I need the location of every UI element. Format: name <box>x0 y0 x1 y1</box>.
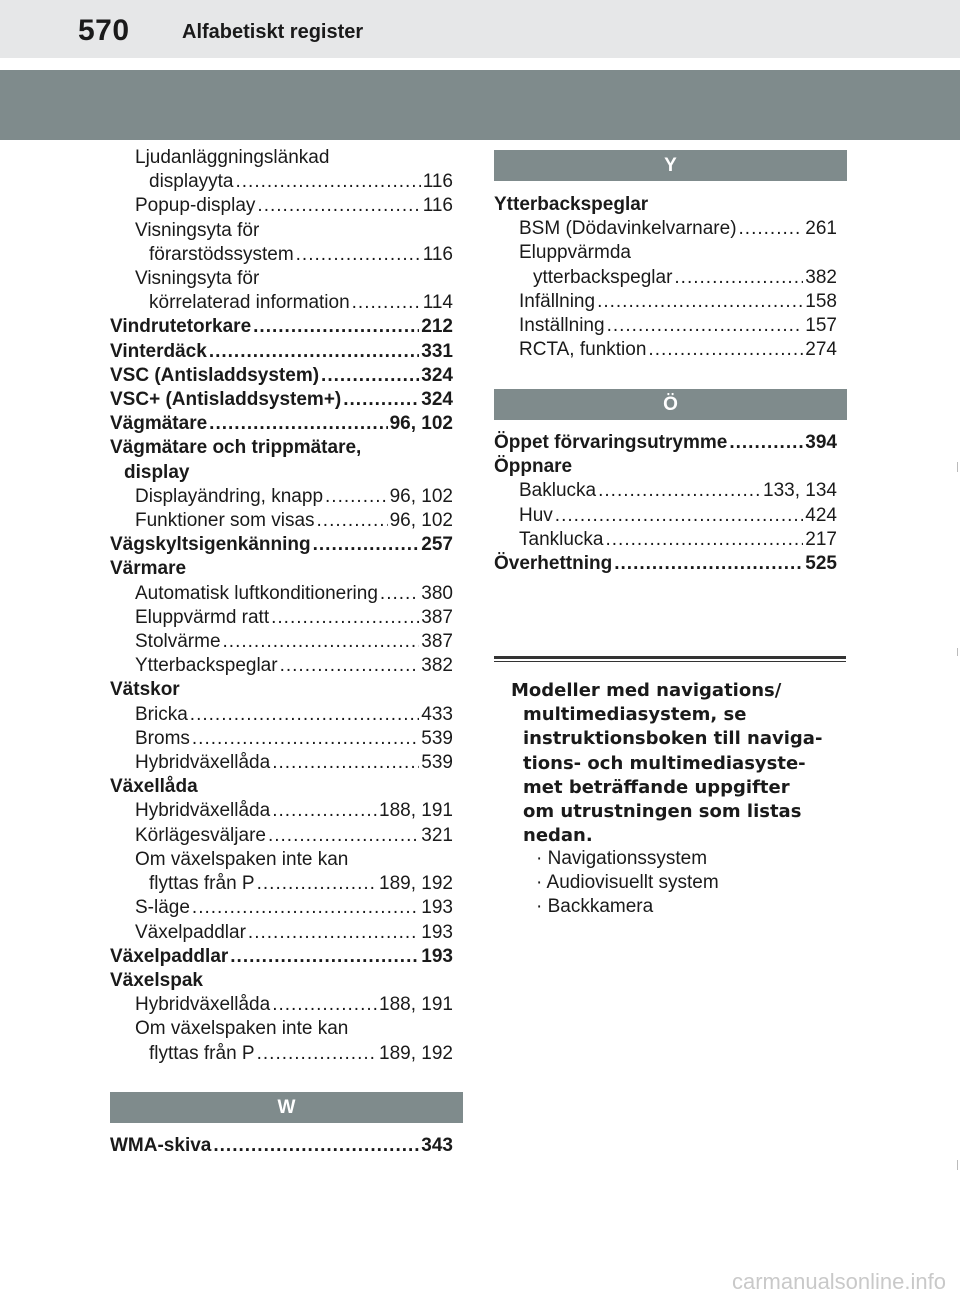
index-entry <box>110 388 453 412</box>
entry-term: Tanklucka <box>519 528 604 550</box>
index-entry <box>494 455 837 479</box>
dot-leader <box>674 266 803 290</box>
note-divider-thin <box>494 661 846 662</box>
entry-page-ref: 193 <box>421 897 453 919</box>
dot-leader <box>380 582 419 606</box>
index-entry <box>110 1134 453 1158</box>
note-divider-thick <box>494 656 846 659</box>
dot-leader <box>739 217 804 241</box>
entry-term: ytterbackspeglar <box>533 266 673 288</box>
entry-term: Överhettning <box>494 553 613 575</box>
note-line: multimediasystem, se <box>523 704 747 726</box>
index-entry <box>110 630 453 654</box>
index-entry <box>110 243 453 267</box>
dot-leader <box>296 243 421 267</box>
entry-term: Om växelspaken inte kan <box>135 1018 349 1040</box>
entry-page-ref: 387 <box>421 606 453 628</box>
entry-page-ref: 324 <box>421 389 453 411</box>
dot-leader <box>597 290 803 314</box>
index-entry <box>110 340 453 364</box>
letter-heading-oe: Ö <box>494 389 847 420</box>
entry-page-ref: 212 <box>421 316 453 338</box>
dot-leader <box>257 872 377 896</box>
entry-page-ref: 188, 191 <box>379 800 453 822</box>
index-entry <box>110 170 453 194</box>
index-section-y <box>494 193 837 362</box>
dot-leader <box>325 485 388 509</box>
entry-term: Automatisk luftkonditionering <box>135 582 378 604</box>
entry-term: Eluppvärmda <box>519 242 631 264</box>
index-entry <box>110 364 453 388</box>
entry-term: flyttas från P <box>149 1042 255 1064</box>
entry-page-ref: 96, 102 <box>389 510 453 532</box>
dot-leader <box>209 340 419 364</box>
letter-heading-w: W <box>110 1092 463 1123</box>
index-entry <box>110 775 453 799</box>
index-entry <box>110 485 453 509</box>
dot-leader <box>257 1042 377 1066</box>
index-entry <box>110 194 453 218</box>
navigation-note <box>511 679 846 848</box>
index-entry <box>110 461 453 485</box>
entry-page-ref: 525 <box>805 553 837 575</box>
entry-page-ref: 424 <box>805 504 837 526</box>
edge-mark <box>957 1160 958 1170</box>
entry-page-ref: 324 <box>421 364 453 386</box>
entry-page-ref: 157 <box>805 315 837 337</box>
edge-mark <box>957 462 958 472</box>
note-item-list <box>536 847 719 920</box>
entry-term: Ytterbackspeglar <box>135 655 278 677</box>
index-entry <box>110 412 453 436</box>
entry-page-ref: 387 <box>421 631 453 653</box>
dot-leader <box>268 824 419 848</box>
index-entry <box>110 1042 453 1066</box>
entry-term: Displayändring, knapp <box>135 485 324 507</box>
entry-term: displayyta <box>149 171 234 193</box>
index-entry <box>110 146 453 170</box>
index-entry <box>110 824 453 848</box>
index-section-w <box>110 1134 453 1158</box>
entry-term: Broms <box>135 727 190 749</box>
index-entry <box>494 431 837 455</box>
dot-leader <box>272 751 419 775</box>
index-entry <box>110 654 453 678</box>
entry-term: Vindrutetorkare <box>110 316 252 338</box>
entry-term: Vägskyltsigenkänning <box>110 534 311 556</box>
index-entry <box>110 848 453 872</box>
entry-term: Växelspak <box>110 969 203 991</box>
entry-page-ref: 380 <box>421 582 453 604</box>
entry-term: Funktioner som visas <box>135 510 315 532</box>
index-entry <box>494 217 837 241</box>
dot-leader <box>313 533 420 557</box>
dot-leader <box>280 654 420 678</box>
entry-term: Öppet förvaringsutrymme <box>494 432 728 453</box>
entry-term: Eluppvärmd ratt <box>135 606 270 628</box>
index-entry <box>110 678 453 702</box>
entry-page-ref: 331 <box>421 340 453 362</box>
entry-term: Vägmätare <box>110 413 208 435</box>
entry-term: Baklucka <box>519 480 597 502</box>
entry-page-ref: 539 <box>421 752 453 774</box>
index-entry <box>494 528 837 552</box>
index-entry <box>110 751 453 775</box>
dot-leader <box>223 630 420 654</box>
entry-term: Ytterbackspeglar <box>494 194 649 215</box>
note-line: instruktionsboken till naviga- <box>523 728 823 750</box>
dot-leader <box>272 799 377 823</box>
entry-term: WMA-skiva <box>110 1135 212 1156</box>
entry-term: Ljudanläggningslänkad <box>135 147 330 168</box>
dot-leader <box>321 364 419 388</box>
index-entry <box>494 552 837 576</box>
index-entry <box>110 219 453 243</box>
entry-term: Vinterdäck <box>110 340 207 362</box>
entry-page-ref: 261 <box>805 218 837 240</box>
entry-term: Popup-display <box>135 195 256 217</box>
entry-term: Växelpaddlar <box>110 945 229 967</box>
entry-page-ref: 382 <box>805 266 837 288</box>
entry-term: Vägmätare och trippmätare, <box>110 437 362 459</box>
dot-leader <box>236 170 421 194</box>
entry-term: Körlägesväljare <box>135 824 266 846</box>
entry-term: Vätskor <box>110 679 180 701</box>
entry-term: Växellåda <box>110 776 198 798</box>
dot-leader <box>607 314 804 338</box>
entry-term: Bricka <box>135 703 188 725</box>
entry-page-ref: 189, 192 <box>379 873 453 895</box>
entry-page-ref: 116 <box>422 171 453 193</box>
dot-leader <box>192 896 419 920</box>
entry-page-ref: 133, 134 <box>763 480 837 502</box>
index-entry <box>494 193 837 217</box>
note-line: tions- och multimediasyste- <box>523 752 806 774</box>
note-line: met beträffande uppgifter <box>523 776 790 798</box>
entry-term: körrelaterad information <box>149 292 350 314</box>
dot-leader <box>606 528 804 552</box>
index-entry <box>110 993 453 1017</box>
index-entry <box>110 557 453 581</box>
entry-term: Visningsyta för <box>135 268 260 290</box>
note-line: nedan. <box>523 825 593 847</box>
entry-term: display <box>124 461 190 483</box>
section-title: Alfabetiskt register <box>182 21 364 43</box>
entry-page-ref: 188, 191 <box>379 994 453 1016</box>
index-entry <box>494 241 837 265</box>
entry-term: VSC+ (Antisladdsystem+) <box>110 389 342 411</box>
entry-page-ref: 433 <box>421 703 453 725</box>
entry-page-ref: 189, 192 <box>379 1042 453 1064</box>
index-entry <box>110 799 453 823</box>
index-entry <box>110 872 453 896</box>
entry-term: flyttas från P <box>149 873 255 895</box>
entry-page-ref: 257 <box>421 534 453 556</box>
page-header <box>0 0 960 58</box>
entry-term: Växelpaddlar <box>135 921 246 943</box>
dot-leader <box>271 606 419 630</box>
entry-page-ref: 116 <box>422 243 453 265</box>
entry-page-ref: 158 <box>805 290 837 312</box>
index-entry <box>110 267 453 291</box>
entry-term: Hybridväxellåda <box>135 752 271 774</box>
dot-leader <box>230 945 419 969</box>
index-entry <box>110 703 453 727</box>
entry-term: Om växelspaken inte kan <box>135 848 349 870</box>
entry-page-ref: 539 <box>421 727 453 749</box>
index-entry <box>110 921 453 945</box>
index-entry <box>110 582 453 606</box>
dot-leader <box>253 315 419 339</box>
entry-term: Infällning <box>519 290 596 312</box>
entry-term: BSM (Dödavinkelvarnare) <box>519 218 737 240</box>
dot-leader <box>729 431 803 455</box>
index-entry <box>110 533 453 557</box>
entry-term: Visningsyta för <box>135 219 260 241</box>
index-entry <box>494 314 837 338</box>
dot-leader <box>555 504 804 528</box>
entry-page-ref: 96, 102 <box>389 413 453 435</box>
entry-term: Hybridväxellåda <box>135 800 271 822</box>
dot-leader <box>209 412 387 436</box>
entry-page-ref: 382 <box>421 655 453 677</box>
entry-page-ref: 116 <box>422 195 453 217</box>
header-banner <box>0 70 960 140</box>
letter-heading-y: Y <box>494 150 847 181</box>
entry-page-ref: 321 <box>421 824 453 846</box>
index-entry <box>494 290 837 314</box>
index-entry <box>494 479 837 503</box>
dot-leader <box>248 921 419 945</box>
entry-page-ref: 193 <box>421 921 453 943</box>
entry-term: Värmare <box>110 558 187 580</box>
entry-term: förarstödssystem <box>149 243 294 265</box>
dot-leader <box>648 338 803 362</box>
index-section-oe <box>494 431 837 576</box>
index-column-left <box>110 146 453 1066</box>
index-entry <box>494 266 837 290</box>
entry-term: Öppnare <box>494 456 573 478</box>
dot-leader <box>343 388 419 412</box>
watermark: carmanualsonline.info <box>731 1269 946 1294</box>
dot-leader <box>190 703 420 727</box>
entry-term: S-läge <box>135 897 190 919</box>
note-list-item: · Navigationssystem <box>536 848 708 869</box>
dot-leader <box>272 993 377 1017</box>
dot-leader <box>257 194 420 218</box>
dot-leader <box>598 479 761 503</box>
entry-page-ref: 217 <box>805 528 837 550</box>
index-entry <box>494 504 837 528</box>
note-list-item: · Audiovisuellt system <box>536 872 719 894</box>
index-entry <box>110 606 453 630</box>
index-entry <box>110 969 453 993</box>
index-entry <box>110 896 453 920</box>
dot-leader <box>352 291 421 315</box>
entry-page-ref: 193 <box>421 945 453 967</box>
entry-term: Hybridväxellåda <box>135 994 271 1016</box>
entry-term: Huv <box>519 504 553 526</box>
entry-term: VSC (Antisladdsystem) <box>110 364 320 386</box>
entry-page-ref: 343 <box>421 1135 453 1156</box>
entry-page-ref: 394 <box>805 432 837 453</box>
entry-page-ref: 96, 102 <box>389 485 453 507</box>
dot-leader <box>213 1134 419 1158</box>
entry-term: RCTA, funktion <box>519 339 647 361</box>
index-entry <box>110 291 453 315</box>
entry-term: Inställning <box>519 315 605 337</box>
index-entry <box>110 509 453 533</box>
edge-mark <box>957 648 958 656</box>
index-entry <box>494 338 837 362</box>
entry-page-ref: 274 <box>805 339 837 361</box>
index-entry <box>110 727 453 751</box>
note-list-item: · Backkamera <box>536 896 654 918</box>
index-entry <box>110 1017 453 1041</box>
index-entry <box>110 315 453 339</box>
note-line: om utrustningen som listas <box>523 801 802 823</box>
entry-page-ref: 114 <box>422 292 453 314</box>
page-number: 570 <box>78 14 130 47</box>
index-entry <box>110 436 453 460</box>
entry-term: Stolvärme <box>135 631 221 653</box>
dot-leader <box>192 727 419 751</box>
index-entry <box>110 945 453 969</box>
note-line: Modeller med navigations/ <box>511 680 782 701</box>
dot-leader <box>317 509 388 533</box>
dot-leader <box>614 552 803 576</box>
